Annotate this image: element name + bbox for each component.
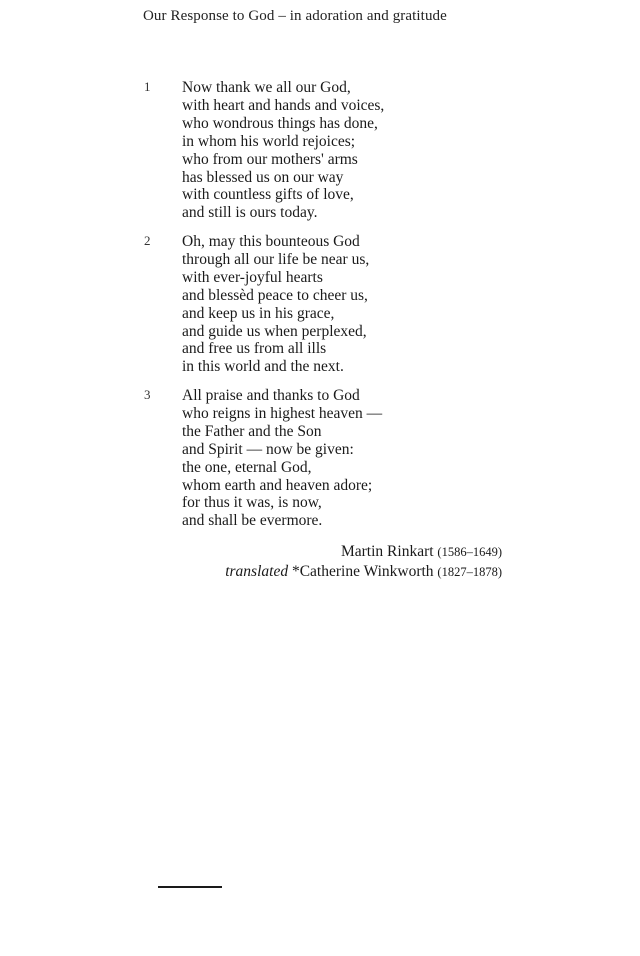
verse-line: for thus it was, is now, [182,494,322,512]
verse-line: with countless gifts of love, [182,186,354,204]
verse-line: the one, eternal God, [182,458,312,476]
verse-line: Now thank we all our God, [182,79,351,96]
verse-line: and still is ours today. [182,204,318,222]
verse-line: with ever-joyful hearts [182,268,323,286]
hymn-credits [225,542,502,582]
verse-line: in whom his world rejoices; [182,132,356,150]
verse-line: who reigns in highest heaven — [182,404,383,422]
verse-line: in this world and the next. [182,358,344,376]
verse-line: and free us from all ills [182,340,327,358]
verse-line: whom earth and heaven adore; [182,476,373,494]
author-dates: (1586–1649) [437,545,502,559]
verse-line: the Father and the Son [182,422,322,440]
running-head: Our Response to God – in adoration and gratitude [143,8,447,24]
stanza-lines [182,233,369,376]
translator-role: translated [225,563,289,580]
stanza-number: 2 [144,233,151,248]
footer-rule [158,886,222,888]
stanza-lines [182,79,384,222]
verse-line: and guide us when perplexed, [182,322,367,340]
verse-line: has blessed us on our way [182,168,344,186]
verse-line: with heart and hands and voices, [182,96,385,114]
stanza-number: 1 [144,79,151,94]
verse-line: and shall be evermore. [182,512,323,530]
verse-line: through all our life be near us, [182,250,370,268]
author-name: Martin Rinkart [340,543,434,560]
stanza-number: 3 [144,387,151,402]
verse-line: and keep us in his grace, [182,304,335,322]
translator-dates: (1827–1878) [437,565,502,579]
verse-line: All praise and thanks to God [182,387,360,404]
translator-name: *Catherine Winkworth [291,563,434,580]
verse-line: and blessèd peace to cheer us, [182,286,368,304]
author-credit [225,542,502,562]
translator-credit [225,562,502,582]
verse-line: who from our mothers' arms [182,150,358,168]
verse-line: and Spirit — now be given: [182,440,354,458]
stanza-lines [182,387,382,530]
verse-line: Oh, may this bounteous God [182,233,360,250]
verse-line: who wondrous things has done, [182,114,378,132]
